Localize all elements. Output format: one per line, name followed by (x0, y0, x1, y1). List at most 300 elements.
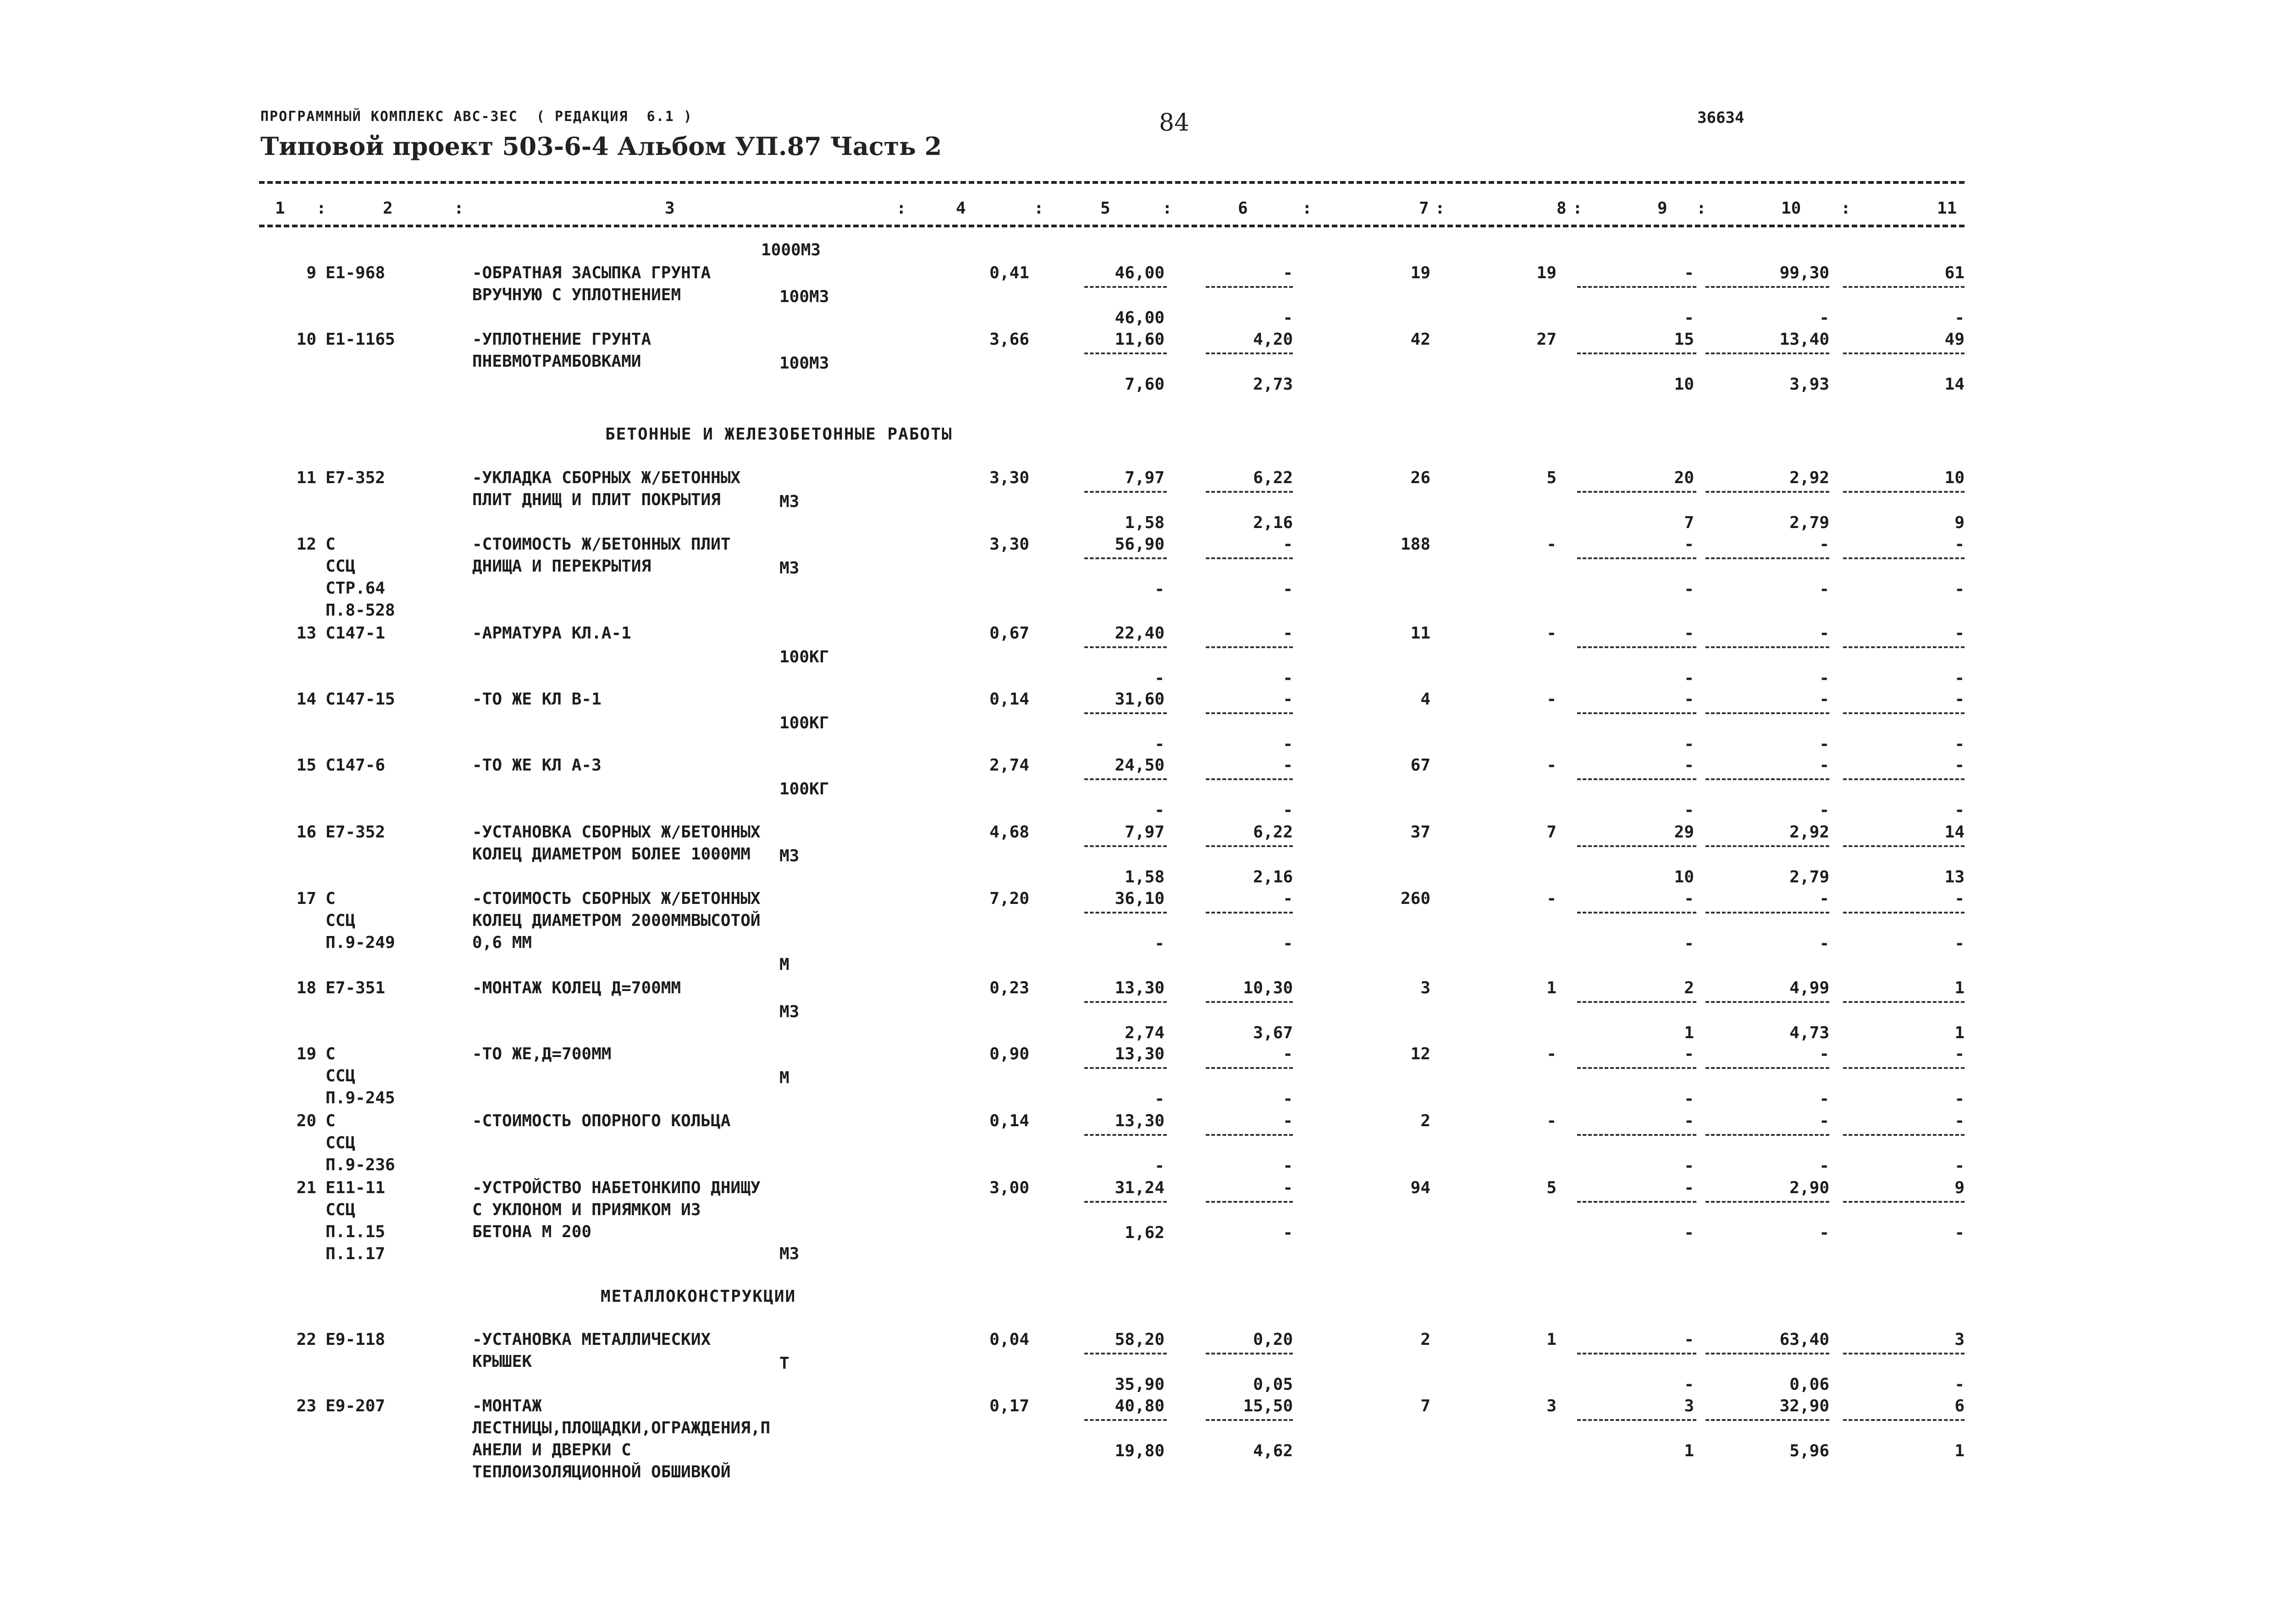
cell-wages-per-unit: - (1154, 934, 1165, 953)
cell-unit-cost: 24,50 (1115, 756, 1165, 775)
column-header-11: 11 (1937, 199, 1957, 218)
cell-separator-line (1206, 352, 1293, 354)
cell-operation: 2 (1684, 979, 1694, 997)
cell-separator-line (1577, 491, 1696, 493)
cell-quantity: 3,00 (989, 1178, 1029, 1197)
section-heading: МЕТАЛЛОКОНСТРУКЦИИ (601, 1287, 796, 1306)
cell-separator-line (1706, 286, 1829, 288)
cell-separator-line (1206, 845, 1293, 847)
row-description: -УПЛОТНЕНИЕ ГРУНТА (472, 330, 651, 349)
cell-labor-machinists: - (1819, 1090, 1829, 1108)
cell-separator-line (1084, 557, 1167, 559)
cell-separator-line (1843, 1001, 1965, 1003)
row-description: -СТОИМОСТЬ СБОРНЫХ Ж/БЕТОННЫХ (472, 889, 761, 908)
cell-total-cost: 12 (1410, 1045, 1430, 1063)
row-description: ТЕПЛОИЗОЛЯЦИОННОЙ ОБШИВКОЙ (472, 1463, 731, 1481)
row-code: СТР.64 (326, 579, 386, 598)
row-number: 12 (296, 535, 316, 554)
column-header-8: 8 (1556, 199, 1567, 218)
cell-separator-line (1206, 491, 1293, 493)
cell-labor-machinists-total: - (1954, 934, 1965, 953)
cell-wages: 1 (1546, 1330, 1556, 1349)
row-code: П.8-528 (326, 601, 395, 620)
cell-separator-line (1084, 712, 1167, 714)
document-title: Типовой проект 503-6-4 Альбом УП.87 Часть 2 (260, 132, 942, 161)
row-number: 17 (296, 889, 316, 908)
row-unit: М3 (779, 1244, 800, 1263)
cell-quantity: 0,17 (989, 1397, 1029, 1415)
cell-labor-machinists-total: - (1954, 735, 1965, 754)
cell-unit-cost: 22,40 (1115, 624, 1165, 643)
cell-separator-line (1843, 778, 1965, 780)
cell-separator-line (1706, 646, 1829, 648)
cell-operation-wages: 1 (1684, 1442, 1694, 1460)
cell-labor-machinists-total: - (1954, 580, 1965, 599)
cell-total-cost: 37 (1410, 823, 1430, 842)
cell-wages-per-unit: 46,00 (1115, 308, 1165, 327)
cell-separator-line (1577, 1001, 1696, 1003)
row-code: Е9-118 (326, 1330, 386, 1349)
cell-separator-line (1706, 1419, 1829, 1421)
cell-separator-line (1084, 1134, 1167, 1136)
row-description: 0,6 ММ (472, 933, 532, 952)
cell-wages-per-unit: 1,58 (1125, 868, 1165, 886)
cell-quantity: 0,04 (989, 1330, 1029, 1349)
cell-wages: 3 (1546, 1397, 1556, 1415)
row-number: 23 (296, 1397, 316, 1415)
cell-separator-line (1843, 712, 1965, 714)
row-description: -ТО ЖЕ КЛ В-1 (472, 690, 602, 709)
row-unit: М (779, 955, 789, 974)
column-header-3: 3 (665, 199, 675, 218)
column-separator: : (896, 199, 906, 218)
row-code: П.9-236 (326, 1156, 395, 1174)
cell-total-cost: 2 (1420, 1112, 1430, 1130)
cell-quantity: 3,66 (989, 330, 1029, 349)
cell-operation-wages: - (1684, 1375, 1694, 1394)
cell-labor-machinists-total: - (1954, 1156, 1965, 1175)
cell-operation: 29 (1674, 823, 1694, 842)
row-code: ССЦ (326, 1067, 356, 1085)
cell-machines-cost: 6,22 (1253, 468, 1293, 487)
cell-separator-line (1577, 1134, 1696, 1136)
cell-operation: - (1684, 1112, 1694, 1130)
cell-machine-wages-per-unit: - (1283, 308, 1293, 327)
row-description: -УКЛАДКА СБОРНЫХ Ж/БЕТОННЫХ (472, 468, 741, 487)
cell-unit-cost: 13,30 (1115, 1045, 1165, 1063)
row-code: С (326, 535, 336, 554)
cell-separator-line (1084, 352, 1167, 354)
cell-machines-cost: - (1283, 889, 1293, 908)
row-unit: Т (779, 1354, 789, 1373)
cell-quantity: 0,41 (989, 264, 1029, 282)
cell-labor: - (1819, 624, 1829, 643)
row-unit: 100КГ (779, 780, 829, 798)
cell-wages: 27 (1536, 330, 1556, 349)
column-separator: : (1162, 199, 1172, 218)
cell-separator-line (1706, 491, 1829, 493)
cell-labor-total: - (1954, 1045, 1965, 1063)
cell-wages: 1 (1546, 979, 1556, 997)
cell-quantity: 0,23 (989, 979, 1029, 997)
cell-unit-cost: 40,80 (1115, 1397, 1165, 1415)
cell-separator-line (1706, 1001, 1829, 1003)
cell-machines-cost: - (1283, 690, 1293, 709)
column-header-10: 10 (1781, 199, 1801, 218)
cell-wages-per-unit: 2,74 (1125, 1024, 1165, 1042)
cell-quantity: 0,14 (989, 690, 1029, 709)
cell-machines-cost: 6,22 (1253, 823, 1293, 842)
cell-labor: 32,90 (1779, 1397, 1829, 1415)
cell-machines-cost: - (1283, 624, 1293, 643)
cell-unit-cost: 31,60 (1115, 690, 1165, 709)
row-description: ВРУЧНУЮ С УПЛОТНЕНИЕМ (472, 286, 681, 304)
cell-separator-line (1577, 778, 1696, 780)
cell-labor-machinists: - (1819, 669, 1829, 688)
cell-separator-line (1843, 491, 1965, 493)
cell-wages-per-unit: - (1154, 1090, 1165, 1108)
cell-wages-per-unit: 1,62 (1125, 1223, 1165, 1242)
cell-separator-line (1084, 286, 1167, 288)
cell-labor-machinists-total: - (1954, 1223, 1965, 1242)
cell-labor-machinists-total: - (1954, 1090, 1965, 1108)
cell-unit-cost: 36,10 (1115, 889, 1165, 908)
cell-separator-line (1706, 1067, 1829, 1069)
cell-labor-total: 1 (1954, 979, 1965, 997)
cell-wages-per-unit: 1,58 (1125, 513, 1165, 532)
cell-operation: - (1684, 1045, 1694, 1063)
row-description: БЕТОНА М 200 (472, 1222, 592, 1241)
cell-separator-line (1084, 845, 1167, 847)
cell-separator-line (1843, 912, 1965, 914)
row-number: 13 (296, 624, 316, 643)
cell-labor: 13,40 (1779, 330, 1829, 349)
cell-wages-per-unit: 35,90 (1115, 1375, 1165, 1394)
row-number: 22 (296, 1330, 316, 1349)
cell-separator-line (1206, 1353, 1293, 1354)
cell-machines-cost: - (1283, 1045, 1293, 1063)
cell-separator-line (1577, 1419, 1696, 1421)
cell-labor: 2,90 (1789, 1178, 1829, 1197)
cell-separator-line (1843, 1067, 1965, 1069)
cell-labor-machinists-total: 14 (1944, 375, 1965, 394)
document-number: 36634 (1697, 109, 1744, 127)
row-code: П.9-245 (326, 1089, 395, 1107)
cell-separator-line (1206, 778, 1293, 780)
cell-quantity: 4,68 (989, 823, 1029, 842)
row-code: П.1.15 (326, 1222, 386, 1241)
cell-machines-cost: 4,20 (1253, 330, 1293, 349)
cell-labor-machinists: 0,06 (1789, 1375, 1829, 1394)
cell-labor-machinists-total: 1 (1954, 1442, 1965, 1460)
row-number: 11 (296, 468, 316, 487)
cell-separator-line (1577, 845, 1696, 847)
cell-separator-line (1577, 712, 1696, 714)
cell-separator-line (1084, 491, 1167, 493)
row-number: 20 (296, 1112, 316, 1130)
cell-labor-total: 61 (1944, 264, 1965, 282)
cell-separator-line (1706, 557, 1829, 559)
cell-unit-cost: 11,60 (1115, 330, 1165, 349)
row-description: КРЫШЕК (472, 1352, 532, 1371)
column-separator: : (1841, 199, 1851, 218)
cell-quantity: 3,30 (989, 535, 1029, 554)
cell-separator-line (1843, 1201, 1965, 1203)
cell-separator-line (1843, 1134, 1965, 1136)
cell-machine-wages-per-unit: - (1283, 1156, 1293, 1175)
cell-labor: 2,92 (1789, 823, 1829, 842)
cell-operation: 3 (1684, 1397, 1694, 1415)
cell-quantity: 7,20 (989, 889, 1029, 908)
row-description: -ТО ЖЕ КЛ А-3 (472, 756, 602, 775)
cell-separator-line (1206, 1001, 1293, 1003)
row-code: ССЦ (326, 1200, 356, 1219)
cell-labor-machinists: - (1819, 580, 1829, 599)
row-description: ПЛИТ ДНИЩ И ПЛИТ ПОКРЫТИЯ (472, 490, 721, 509)
cell-separator-line (1577, 1201, 1696, 1203)
row-unit: М3 (779, 492, 800, 511)
cell-operation-wages: 1 (1684, 1024, 1694, 1042)
cell-machine-wages-per-unit: - (1283, 801, 1293, 820)
cell-labor: - (1819, 756, 1829, 775)
row-unit: М3 (779, 847, 800, 865)
cell-labor-total: - (1954, 690, 1965, 709)
cell-operation-wages: - (1684, 580, 1694, 599)
column-separator: : (1696, 199, 1706, 218)
cell-total-cost: 188 (1400, 535, 1430, 554)
cell-unit-cost: 31,24 (1115, 1178, 1165, 1197)
cell-machine-wages-per-unit: 0,05 (1253, 1375, 1293, 1394)
cell-wages: - (1546, 535, 1556, 554)
row-description: ЛЕСТНИЦЫ,ПЛОЩАДКИ,ОГРАЖДЕНИЯ,П (472, 1419, 771, 1437)
cell-separator-line (1577, 352, 1696, 354)
row-number: 15 (296, 756, 316, 775)
cell-machine-wages-per-unit: 2,73 (1253, 375, 1293, 394)
row-code: Е7-351 (326, 979, 386, 997)
cell-labor-total: 49 (1944, 330, 1965, 349)
cell-separator-line (1084, 1353, 1167, 1354)
cell-quantity: 2,74 (989, 756, 1029, 775)
cell-operation-wages: - (1684, 735, 1694, 754)
row-code: Е7-352 (326, 468, 386, 487)
cell-separator-line (1206, 912, 1293, 914)
cell-machine-wages-per-unit: - (1283, 934, 1293, 953)
cell-labor-machinists-total: 13 (1944, 868, 1965, 886)
row-unit: 100КГ (779, 714, 829, 732)
cell-separator-line (1706, 352, 1829, 354)
cell-labor-machinists-total: - (1954, 1375, 1965, 1394)
cell-total-cost: 2 (1420, 1330, 1430, 1349)
cell-wages: - (1546, 624, 1556, 643)
cell-operation: - (1684, 1178, 1694, 1197)
cell-separator-line (1084, 778, 1167, 780)
cell-separator-line (1084, 912, 1167, 914)
cell-labor-machinists: 3,93 (1789, 375, 1829, 394)
cell-separator-line (1206, 557, 1293, 559)
cell-operation-wages: - (1684, 1223, 1694, 1242)
cell-operation-wages: - (1684, 934, 1694, 953)
row-code: С (326, 1045, 336, 1063)
cell-wages-per-unit: - (1154, 669, 1165, 688)
cell-total-cost: 3 (1420, 979, 1430, 997)
row-code: С (326, 889, 336, 908)
cell-wages: - (1546, 690, 1556, 709)
row-code: ССЦ (326, 1134, 356, 1152)
row-unit: 100КГ (779, 648, 829, 666)
cell-operation: - (1684, 690, 1694, 709)
row-number: 16 (296, 823, 316, 842)
row-description: ПНЕВМОТРАМБОВКАМИ (472, 352, 641, 371)
row-code: Е9-207 (326, 1397, 386, 1415)
cell-separator-line (1577, 286, 1696, 288)
cell-separator-line (1706, 845, 1829, 847)
cell-operation: - (1684, 535, 1694, 554)
cell-labor-machinists: - (1819, 801, 1829, 820)
cell-separator-line (1843, 845, 1965, 847)
cell-machine-wages-per-unit: 4,62 (1253, 1442, 1293, 1460)
cell-separator-line (1706, 712, 1829, 714)
cell-labor-machinists-total: - (1954, 308, 1965, 327)
page-number: 84 (1159, 109, 1190, 137)
row-code: Е1-968 (326, 264, 386, 282)
cell-wages: 5 (1546, 468, 1556, 487)
cell-labor-total: - (1954, 889, 1965, 908)
cell-total-cost: 4 (1420, 690, 1430, 709)
cell-labor-total: 6 (1954, 1397, 1965, 1415)
row-number: 19 (296, 1045, 316, 1063)
row-code: ССЦ (326, 557, 356, 576)
cell-operation: - (1684, 1330, 1694, 1349)
column-header-1: 1 (275, 199, 285, 218)
row-code: П.1.17 (326, 1244, 386, 1263)
row-code: С (326, 1112, 336, 1130)
cell-separator-line (1706, 1353, 1829, 1354)
column-header-4: 4 (956, 199, 966, 218)
column-separator: : (1302, 199, 1312, 218)
cell-separator-line (1206, 646, 1293, 648)
cell-separator-line (1706, 778, 1829, 780)
row-code: Е11-11 (326, 1178, 386, 1197)
row-number: 21 (296, 1178, 316, 1197)
cell-machines-cost: - (1283, 535, 1293, 554)
cell-separator-line (1084, 1001, 1167, 1003)
row-description: -СТОИМОСТЬ ОПОРНОГО КОЛЬЦА (472, 1112, 731, 1130)
row-number: 10 (296, 330, 316, 349)
cell-separator-line (1084, 1419, 1167, 1421)
cell-quantity: 0,90 (989, 1045, 1029, 1063)
cell-separator-line (1843, 646, 1965, 648)
cell-machines-cost: 0,20 (1253, 1330, 1293, 1349)
row-code: Е7-352 (326, 823, 386, 842)
cell-labor-total: 10 (1944, 468, 1965, 487)
cell-operation-wages: - (1684, 1090, 1694, 1108)
cell-total-cost: 67 (1410, 756, 1430, 775)
cell-machines-cost: - (1283, 1178, 1293, 1197)
cell-wages-per-unit: - (1154, 1156, 1165, 1175)
row-description: -МОНТАЖ (472, 1397, 542, 1415)
cell-operation: - (1684, 756, 1694, 775)
cell-operation: - (1684, 624, 1694, 643)
row-description: -АРМАТУРА КЛ.А-1 (472, 624, 631, 643)
row-description: -УСТАНОВКА МЕТАЛЛИЧЕСКИХ (472, 1330, 711, 1349)
cell-separator-line (1577, 1067, 1696, 1069)
cell-separator-line (1843, 1353, 1965, 1354)
column-separator: : (316, 199, 326, 218)
cell-labor: - (1819, 1112, 1829, 1130)
cell-separator-line (1843, 557, 1965, 559)
cell-wages: 7 (1546, 823, 1556, 842)
cell-separator-line (1843, 352, 1965, 354)
cell-quantity: 0,67 (989, 624, 1029, 643)
row-description: -УСТРОЙСТВО НАБЕТОНКИПО ДНИЩУ (472, 1178, 761, 1197)
cell-quantity: 0,14 (989, 1112, 1029, 1130)
row-unit: 100М3 (779, 287, 829, 306)
row-unit: М (779, 1068, 789, 1087)
cell-labor: - (1819, 889, 1829, 908)
cell-wages-per-unit: 7,60 (1125, 375, 1165, 394)
cell-operation-wages: 7 (1684, 513, 1694, 532)
header-bottom-rule (259, 225, 1965, 227)
cell-labor-total: 9 (1954, 1178, 1965, 1197)
cell-labor: 99,30 (1779, 264, 1829, 282)
row-code: С147-6 (326, 756, 386, 775)
cell-wages-per-unit: 19,80 (1115, 1442, 1165, 1460)
cell-unit-cost: 56,90 (1115, 535, 1165, 554)
row-description: -ТО ЖЕ,Д=700ММ (472, 1045, 612, 1063)
cell-labor-machinists: - (1819, 934, 1829, 953)
cell-machine-wages-per-unit: 2,16 (1253, 513, 1293, 532)
cell-separator-line (1206, 286, 1293, 288)
cell-total-cost: 94 (1410, 1178, 1430, 1197)
cell-labor-total: - (1954, 535, 1965, 554)
cell-separator-line (1206, 1067, 1293, 1069)
row-code: ССЦ (326, 911, 356, 930)
column-header-9: 9 (1657, 199, 1667, 218)
cell-labor: 63,40 (1779, 1330, 1829, 1349)
column-header-7: 7 (1419, 199, 1429, 218)
cell-operation-wages: - (1684, 308, 1694, 327)
row-description: -СТОИМОСТЬ Ж/БЕТОННЫХ ПЛИТ (472, 535, 731, 554)
cell-wages: - (1546, 756, 1556, 775)
row-code: С147-15 (326, 690, 395, 709)
cell-labor: 4,99 (1789, 979, 1829, 997)
column-header-6: 6 (1238, 199, 1248, 218)
cell-wages: 19 (1536, 264, 1556, 282)
cell-operation: 20 (1674, 468, 1694, 487)
cell-labor-total: - (1954, 756, 1965, 775)
section-heading: БЕТОННЫЕ И ЖЕЛЕЗОБЕТОННЫЕ РАБОТЫ (605, 425, 953, 444)
cell-labor-machinists: - (1819, 735, 1829, 754)
cell-total-cost: 260 (1400, 889, 1430, 908)
cell-machine-wages-per-unit: - (1283, 735, 1293, 754)
row-description: -УСТАНОВКА СБОРНЫХ Ж/БЕТОННЫХ (472, 823, 761, 842)
cell-unit-cost: 13,30 (1115, 1112, 1165, 1130)
column-header-2: 2 (383, 199, 393, 218)
cell-separator-line (1206, 1201, 1293, 1203)
cell-machine-wages-per-unit: 2,16 (1253, 868, 1293, 886)
cell-operation-wages: 10 (1674, 868, 1694, 886)
cell-labor-machinists: - (1819, 1156, 1829, 1175)
cell-separator-line (1206, 1419, 1293, 1421)
row-unit: М3 (779, 559, 800, 578)
cell-operation: - (1684, 889, 1694, 908)
cell-wages: - (1546, 1112, 1556, 1130)
cell-wages-per-unit: - (1154, 801, 1165, 820)
cell-operation-wages: - (1684, 801, 1694, 820)
cell-separator-line (1084, 646, 1167, 648)
row-description: С УКЛОНОМ И ПРИЯМКОМ ИЗ (472, 1200, 701, 1219)
row-unit: М3 (779, 1002, 800, 1021)
